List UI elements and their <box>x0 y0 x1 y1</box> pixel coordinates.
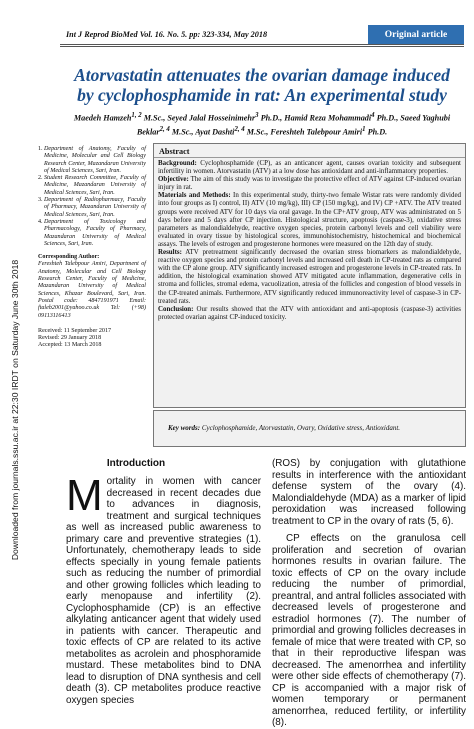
conclusion-label: Conclusion: <box>158 304 194 313</box>
results-label: Results: <box>158 248 182 257</box>
affiliation-number: 2. <box>38 175 43 182</box>
revised-date: Revised: 29 January 2018 <box>38 335 102 342</box>
author-affiliation-mark: 3 <box>255 112 259 119</box>
corresponding-author-text: Fereshteh Talebpour Amiri, Department of Anatomy, Molecular and Cell Biology Research Center, Faculty of Medicine, Mazandaran University of Medical Sciences, Khazar Boulevard, Sari, Iran. Postal code: 4847191971 Email: ftaleb2001@yahoo.co.uk Tel: (+98) 09113116413 <box>38 261 146 319</box>
background-text: Cyclophosphamide (CP), as an anticancer agent, causes ovarian toxicity and subsequent infertility in women. Atorvastatin (ATV) at a low dose has antioxidant and anti-inflammatory properties. <box>158 159 461 176</box>
author-name: Fereshteh Talebpour Amiri <box>270 127 363 137</box>
introduction-column-1 <box>66 471 261 706</box>
author-degree: M.Sc., <box>169 127 196 137</box>
methods-label: Materials and Methods: <box>158 191 231 200</box>
keywords-text: Cyclophosphamide, Atorvastatin, Ovary, Oxidative stress, Antioxidant. <box>200 424 401 432</box>
author-name: Hamid Reza Mohammadi <box>284 113 372 123</box>
introduction-text-1: ortality in women with cancer decreased in recent decades due to advances in diagnosis, treatment and surgical techniques as well as increased public awareness to primary care and preventive strategies (1). Unfortunately, chemotherapy leads to side effects specially in young female patients such as reducing the number of primordial and other growing follicles which leading to early menopause and infertility (2). Cyclophosphamide (CP) is an effective alkylating anticancer agent that widely used in patients with cancer. Therapeutic and toxic effects of CP are related to its active metabolites as acrolein and phosphoramide mustard. These metabolites bind to DNA lead to disruption of DNA synthesis and cell death (3). CP metabolites produce reactive oxygen species <box>66 476 261 706</box>
abstract-box <box>153 143 466 408</box>
keywords-line <box>168 424 400 432</box>
introduction-heading: Introduction <box>106 458 166 469</box>
author-degree: Ph.D., <box>258 113 285 123</box>
abstract-conclusion <box>158 305 461 321</box>
affiliation-text: Department of Anatomy, Faculty of Medicine, Molecular and Cell Biology Research Center, Mazandaran University of Medical Sciences, Sari, Iran. <box>44 146 146 174</box>
header-rule-2 <box>60 46 464 47</box>
title-line-1: Atorvastatin attenuates the ovarian damage induced <box>74 65 450 85</box>
affiliation-number: 3. <box>38 197 43 204</box>
abstract-heading: Abstract <box>159 147 190 156</box>
author-affiliation-mark: 1, 2 <box>131 112 142 119</box>
author-degree: Ph.D., <box>374 113 401 123</box>
affiliation-number: 1. <box>38 146 43 152</box>
affiliation-item <box>38 175 146 197</box>
abstract-methods <box>158 191 461 248</box>
affiliation-text: Department of Toxicology and Pharmacology, Faculty of Pharmacy, Mazandaran University of Medical Sciences, Sari, Iran. <box>44 218 146 247</box>
journal-citation: Int J Reprod BioMed Vol. 16. No. 5. pp: 323-334, May 2018 <box>66 30 268 39</box>
keywords-box <box>153 410 466 447</box>
download-side-note <box>10 150 24 670</box>
introduction-paragraph: (ROS) by conjugation with glutathione results in interference with the antioxidant defense system of the ovary (4). Malondialdehyde (MDA) as a marker of lipid peroxidation was increased following treatment to CP in the ovary of rats (5, 6). <box>272 458 466 527</box>
author-name: Saeed Yaghubi Beklar <box>136 113 451 137</box>
affiliation-number: 4. <box>38 218 43 225</box>
author-name: Seyed Jalal Hosseinimehr <box>167 113 256 123</box>
title-line-2: by cyclophosphamide in rat: An experimental study <box>77 85 447 105</box>
affiliation-item <box>38 219 146 248</box>
author-degree: Ph.D. <box>365 127 388 137</box>
accepted-date: Accepted: 13 March 2018 <box>38 342 102 349</box>
author-name: Ayat Dashti <box>195 127 235 137</box>
affiliation-text: Department of Radiopharmacy, Faculty of Pharmacy, Mazandaran University of Medical Sciences, Sari, Iran. <box>44 197 146 218</box>
conclusion-text: Our results showed that the ATV with antioxidant and anti-apoptosis (caspase-3) activities protected ovarian against CP-induced toxicity. <box>158 304 461 321</box>
author-degree: M.Sc., <box>244 127 271 137</box>
abstract-body <box>158 159 461 321</box>
results-text: ATV pretreatment significantly decreased the ovarian stress biomarkers as malondialdehyde, reactive oxygen species and protein carbonyl levels and increased cell death in CP-treated rats as compared with the CP alone group. ATV significantly increased estrogen and progesterone levels in CP-treated rats. In addition, the histological examination showed ATV mitigated acute inflammation, degenerative cells in stroma and follicles, stromal edema, vacuolization, atresia of the follicles and congestion of blood vessels in the CP-treated animals. Furthermore, ATV significantly reduced immunoreactivity level of caspase-3 in CP-treated rats. <box>158 248 461 305</box>
author-affiliation-mark: 2, 4 <box>159 125 170 133</box>
affiliation-item <box>38 197 146 219</box>
introduction-column-2 <box>272 458 466 729</box>
background-label: Background: <box>158 159 197 167</box>
author-affiliation-mark: 1 <box>362 125 366 133</box>
affiliation-item <box>38 146 146 175</box>
article-dates <box>38 328 146 350</box>
abstract-divider <box>154 157 465 158</box>
author-info-column <box>38 146 146 350</box>
abstract-objective <box>158 175 461 191</box>
methods-text: In this experimental study, thirty-two female Wistar rats were randomly divided into four groups as I) control, II) ATV (10 mg/kg), III) CP (150 mg/kg), and IV) CP +ATV. The ATV treated groups were received ATV for 10 days via oral gavage. In the CP+ATV group, ATV was administrated on 5 days before and 5 days after CP injection. Histological structure, apoptosis (caspase-3), oxidative stress parameters as malondialdehyde, reactive oxygen species, protein carbonyl levels and cell viability were evaluated in ovary tissue by histological scores, immunohistochemistry, histochemical and biochemical assays. The levels of estrogen and progesterone hormones were measured on the 12th day of study. <box>158 191 461 248</box>
author-list <box>60 110 464 137</box>
author-name: Maedeh Hamzeh <box>73 113 132 123</box>
abstract-results <box>158 248 461 305</box>
author-affiliation-mark: 4 <box>371 112 375 119</box>
article-type-badge: Original article <box>368 25 464 45</box>
affiliation-text: Student Research Committee, Faculty of Medicine, Mazandaran University of Medical Sciences, Sari, Iran. <box>44 175 146 196</box>
author-affiliation-mark: 2, 4 <box>234 125 245 133</box>
drop-cap: M <box>66 471 103 520</box>
introduction-paragraph: CP effects on the granulosa cell proliferation and secretion of ovarian hormones results in ovarian failure. The toxic effects of CP on the ovary include reducing the number of primordial, preantral, and antral follicles associated with decreased levels of progesterone and estradiol hormones (7). The number of primordial and growing follicles decreases in female of mice that were treated with CP, so that in their reproductive lifespan was decreased. The amenorrhea and infertility were other side effects of chemotherapy (7). CP is accompanied with a major risk of women temporary or permanent amenorrhea, reduced fertility, or infertility (8). <box>272 533 466 728</box>
objective-text: The aim of this study was to investigate the protective effect of ATV against CP-induced ovarian injury in rat. <box>158 175 461 192</box>
received-date: Received: 11 September 2017 <box>38 327 112 334</box>
abstract-background <box>158 159 461 175</box>
corresponding-author-heading: Corresponding Author: <box>38 254 100 261</box>
download-side-text: Downloaded from journals.ssu.ac.ir at 22:30 IRDT on Saturday June 30th 2018 <box>10 259 20 561</box>
header-rule <box>60 44 464 45</box>
objective-label: Objective: <box>158 175 189 184</box>
author-degree: M.Sc., <box>141 113 168 123</box>
keywords-label: Key words: <box>168 424 201 432</box>
article-title <box>60 65 464 105</box>
